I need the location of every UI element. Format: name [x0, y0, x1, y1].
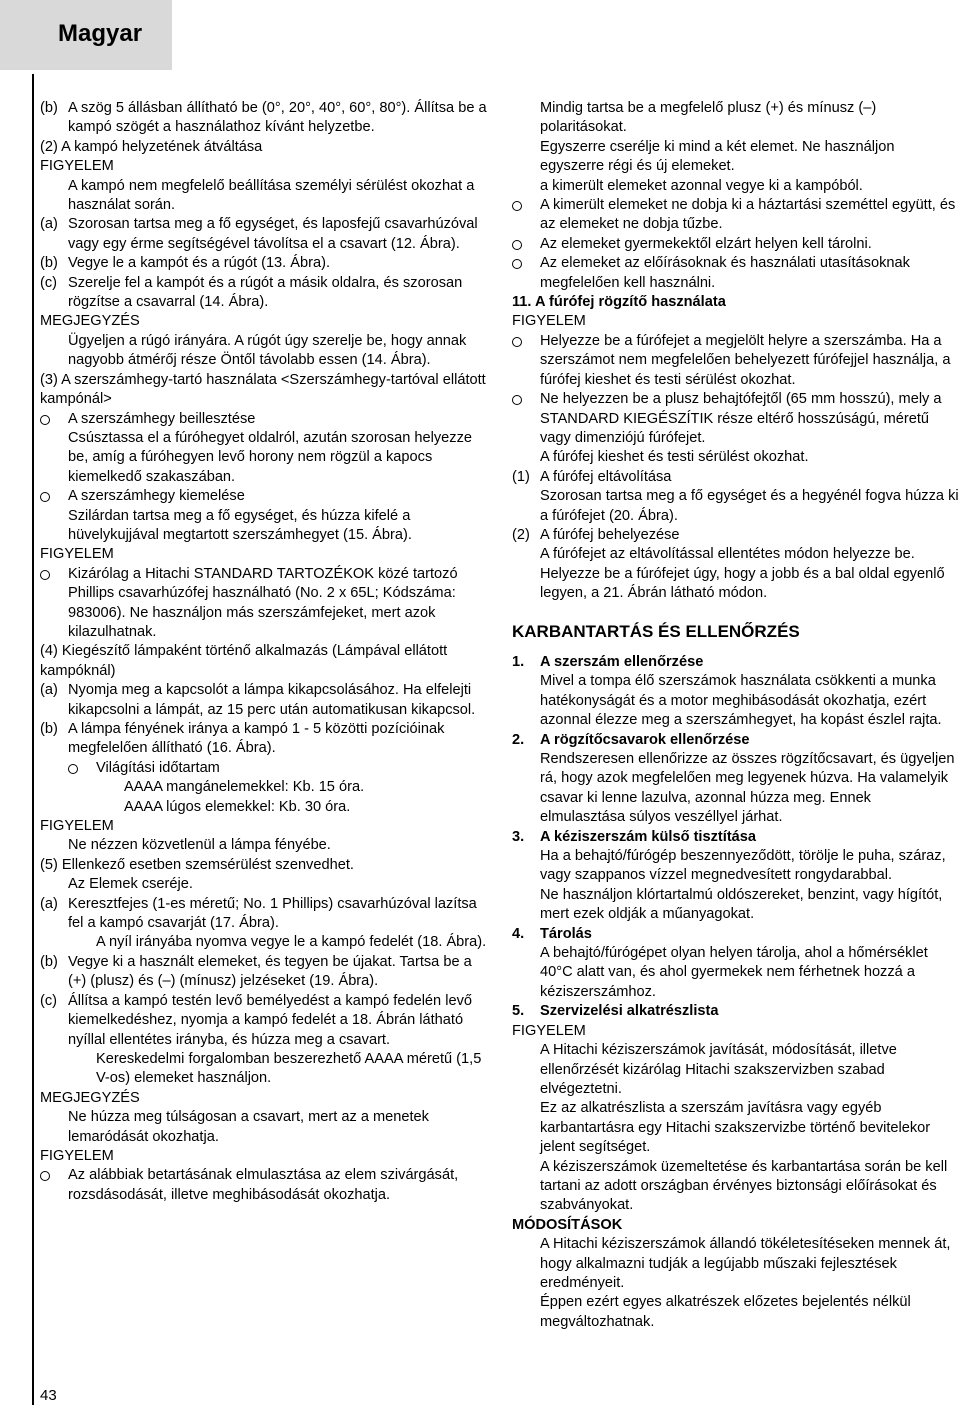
- paragraph: [512, 1235, 959, 1293]
- paragraph-text: Szorosan tartsa meg a fő egységet és a hegyénél fogva húzza ki a fúrófejet (20. Ábra).: [540, 488, 959, 524]
- section-heading: [512, 622, 959, 641]
- paragraph-text: Állítsa a kampó testén levő bemélyedést a kampó fedelén levő kiemelkedéshez, nyomja a kampó fedelét a 18. Ábrán látható nyíllal ellentétes irányba, és húzza meg a csavart.: [68, 992, 472, 1048]
- paragraph: [40, 332, 488, 371]
- item-marker: (a): [40, 895, 58, 912]
- paragraph-text: A szög 5 állásban állítható be (0°, 20°, 40°, 60°, 80°). Állítsa be a kampó szögét a használathoz kívánt helyzetbe.: [68, 100, 487, 136]
- paragraph: [40, 778, 488, 797]
- language-label: Magyar: [58, 20, 143, 47]
- circle-bullet-icon: [512, 240, 522, 250]
- paragraph-text: A kimerült elemeket ne dobja ki a háztartási szeméttel együtt, és az elemeket ne dobja tűzbe.: [540, 197, 956, 233]
- paragraph-text: Mindig tartsa be a megfelelő plusz (+) és mínusz (–) polaritásokat.: [540, 100, 877, 136]
- paragraph-text: Szilárdan tartsa meg a fő egységet, és húzza kifelé a hüvelykujjával megtartott szerszámhegyet (15. Ábra).: [68, 507, 412, 543]
- paragraph: [512, 99, 959, 138]
- paragraph: [512, 1099, 959, 1157]
- notice-heading: [40, 312, 488, 331]
- paragraph-text: A kampó nem megfelelő beállítása személyi sérülést okozhat a használat során.: [68, 177, 475, 214]
- paragraph: [512, 847, 959, 886]
- paragraph: [40, 1108, 488, 1147]
- paragraph-text: (2) A kampó helyzetének átváltása: [40, 138, 263, 155]
- paragraph-text: Vegye ki a használt elemeket, és tegyen be újakat. Tartsa be a (+) (plusz) és (–) (mínusz) jelzéseket (19. Ábra).: [68, 953, 472, 990]
- paragraph: [40, 177, 488, 216]
- numbered-heading: [512, 731, 959, 750]
- circle-bullet-icon: [68, 764, 78, 774]
- bullet-item: [40, 410, 488, 429]
- paragraph: [40, 507, 488, 546]
- notice-heading: [512, 1022, 959, 1041]
- paragraph-text: A behajtó/fúrógépet olyan helyen tárolja, ahol a hőmérséklet 40°C alatt van, és ahol gyermekek nem férhetnek hozzá a kéziszerszámhoz.: [540, 945, 928, 1000]
- paragraph-text: Rendszeresen ellenőrizze az összes rögzítőcsavart, és ügyeljen rá, hogy azok megfelelően meg legyenek húzva. Ha valamelyik csavar ki lenne lazulva, azonnal húzza meg. Ennek elmulasztása súlyos veszéllyel járhat.: [540, 751, 955, 826]
- circle-bullet-icon: [512, 259, 522, 269]
- paragraph-text: FIGYELEM: [40, 1147, 114, 1164]
- labeled-item: [40, 992, 488, 1050]
- paragraph-text: Az elemeket gyermekektől elzárt helyen kell tárolni.: [540, 235, 872, 252]
- paragraph-text: MÓDOSÍTÁSOK: [512, 1216, 623, 1233]
- bullet-item: [40, 759, 488, 778]
- notice-heading: [40, 817, 488, 836]
- circle-bullet-icon: [40, 415, 50, 425]
- paragraph-text: Tárolás: [540, 925, 592, 942]
- notice-heading: [40, 1089, 488, 1108]
- paragraph: [40, 836, 488, 855]
- paragraph-text: FIGYELEM: [512, 1022, 586, 1039]
- bullet-item: [512, 196, 959, 235]
- paragraph-text: Az Elemek cseréje.: [68, 876, 193, 893]
- left-column: [40, 99, 488, 1205]
- paragraph-text: FIGYELEM: [40, 546, 114, 563]
- labeled-item: [40, 681, 488, 720]
- item-marker: 5.: [512, 1003, 525, 1020]
- paragraph: [512, 177, 959, 196]
- paragraph-text: A Hitachi kéziszerszámok állandó tökéletesítéseken mennek át, hogy alkalmazni tudják a legújabb műszaki fejlesztések eredményeit.: [540, 1236, 951, 1291]
- numbered-heading: [512, 1002, 959, 1021]
- item-marker: (a): [40, 216, 58, 233]
- item-marker: (c): [40, 274, 58, 291]
- item-marker: (b): [40, 953, 58, 970]
- paragraph: [512, 138, 959, 177]
- paragraph-text: A szerszámhegy kiemelése: [68, 488, 245, 505]
- language-header: [0, 0, 172, 70]
- labeled-item: [40, 215, 488, 254]
- paragraph-text: A szerszám ellenőrzése: [540, 653, 704, 670]
- paragraph-text: FIGYELEM: [40, 818, 114, 835]
- bullet-item: [512, 235, 959, 254]
- paragraph-text: Kizárólag a Hitachi STANDARD TARTOZÉKOK közé tartozó Phillips csavarhúzófej használható (No. 2 x 65L; Kódszáma: 983006). Ne használjon más szerszámfejeket, mert azok kilazulhatnak.: [68, 565, 458, 640]
- bullet-item: [512, 254, 959, 293]
- paragraph-text: Világítási időtartam: [96, 759, 220, 776]
- paragraph-text: A fúrófej kieshet és testi sérülést okozhat.: [540, 449, 809, 466]
- labeled-item: [40, 254, 488, 273]
- labeled-item: [512, 526, 959, 545]
- paragraph-text: 11. A fúrófej rögzítő használata: [512, 294, 726, 311]
- paragraph-text: Szervizelési alkatrészlista: [540, 1003, 719, 1020]
- labeled-item: [40, 895, 488, 934]
- paragraph: [512, 487, 959, 526]
- bullet-item: [512, 390, 959, 448]
- bullet-item: [512, 332, 959, 390]
- item-marker: 3.: [512, 828, 525, 845]
- paragraph-text: A fúrófej eltávolítása: [540, 468, 672, 485]
- circle-bullet-icon: [512, 201, 522, 211]
- paragraph: [40, 138, 488, 157]
- paragraph-text: Helyezze be a fúrófejet a megjelölt helyre a szerszámba. Ha a szerszámot nem megfelelően behelyezett fúrófejjel használja, a fúrófej kieshet és testi sérülést okozhat.: [540, 332, 951, 388]
- paragraph: [512, 672, 959, 730]
- numbered-heading: [512, 925, 959, 944]
- paragraph-text: MEGJEGYZÉS: [40, 313, 140, 330]
- numbered-heading: [512, 828, 959, 847]
- paragraph-text: AAAA lúgos elemekkel: Kb. 30 óra.: [124, 798, 351, 815]
- item-marker: 2.: [512, 731, 525, 748]
- paragraph-text: A nyíl irányába nyomva vegye le a kampó fedelét (18. Ábra).: [96, 934, 487, 951]
- paragraph: [40, 429, 488, 487]
- paragraph-text: MEGJEGYZÉS: [40, 1089, 140, 1106]
- paragraph: [512, 944, 959, 1002]
- circle-bullet-icon: [512, 337, 522, 347]
- labeled-item: [40, 99, 488, 138]
- paragraph-text: Mivel a tompa élő szerszámok használata csökkenti a munka hatékonyságát és a motor meghibásodását okozhatja, ezért azonnal élezze meg a szerszámhegyet, ha kopást észlel rajta.: [540, 673, 942, 729]
- paragraph-text: A kéziszerszámok üzemeltetése és karbantartása során be kell tartani az adott országban érvényes biztonsági előírásokat és szabványokat.: [540, 1158, 948, 1214]
- paragraph-text: Ne nézzen közvetlenül a lámpa fényébe.: [68, 837, 331, 854]
- paragraph-text: Keresztfejes (1-es méretű; No. 1 Phillips) csavarhúzóval lazítsa fel a kampó csavarját (17. Ábra).: [68, 895, 477, 932]
- paragraph-text: (4) Kiegészítő lámpaként történő alkalmazás (Lámpával ellátott kampóknál): [40, 643, 448, 679]
- paragraph-text: (3) A szerszámhegy-tartó használata <Szerszámhegy-tartóval ellátott kampónál>: [40, 371, 486, 408]
- paragraph: [512, 545, 959, 603]
- paragraph-text: FIGYELEM: [40, 158, 114, 175]
- paragraph-text: A fúrófejet az eltávolítással ellentétes módon helyezze be. Helyezze be a fúrófejet úgy, hogy a jobb és a bal oldal egyenlő legyen, a 21. Ábrán látható módon.: [540, 546, 945, 602]
- item-marker: (b): [40, 721, 58, 737]
- paragraph-text: Szorosan tartsa meg a fő egységet, és laposfejű csavarhúzóval vagy egy érme segítségével távolítsa el a csavart (12. Ábra).: [68, 216, 478, 252]
- notice-heading: [40, 545, 488, 564]
- item-marker: (c): [40, 992, 58, 1009]
- item-marker: (b): [40, 255, 58, 272]
- labeled-item: [40, 720, 488, 759]
- paragraph-text: Az elemeket az előírásoknak és használati utasításoknak megfelelően kell használni.: [540, 255, 910, 291]
- paragraph-text: A rögzítőcsavarok ellenőrzése: [540, 731, 750, 748]
- paragraph: [40, 875, 488, 894]
- paragraph-text: A szerszámhegy beillesztése: [68, 410, 256, 427]
- numbered-heading: [512, 653, 959, 672]
- paragraph: [40, 642, 488, 681]
- item-marker: 1.: [512, 653, 525, 670]
- paragraph: [40, 798, 488, 817]
- paragraph-text: A lámpa fényének iránya a kampó 1 - 5 közötti pozícióinak megfelelően állítható (16. Ábra).: [68, 721, 445, 757]
- paragraph-text: Ne használjon klórtartalmú oldószereket, benzint, vagy hígítót, mert ezek oldják a műanyagokat.: [540, 886, 943, 923]
- paragraph-text: (5) Ellenkező esetben szemsérülést szenvedhet.: [40, 856, 354, 873]
- item-marker: (b): [40, 100, 58, 116]
- paragraph-text: Ha a behajtó/fúrógép beszennyeződött, törölje le puha, száraz, vagy szappanos vízzel megnedvesített rongydarabbal.: [540, 848, 946, 884]
- right-column: [512, 99, 959, 1332]
- bullet-item: [40, 487, 488, 506]
- notice-heading: [40, 1147, 488, 1166]
- margin-rule: [32, 74, 34, 1405]
- paragraph-text: A fúrófej behelyezése: [540, 526, 680, 543]
- paragraph-text: Az alábbiak betartásának elmulasztása az elem szivárgását, rozsdásodását, illetve meghibásodását okozhatja.: [68, 1167, 459, 1203]
- circle-bullet-icon: [40, 1171, 50, 1181]
- labeled-item: [40, 953, 488, 992]
- paragraph-text: AAAA mangánelemekkel: Kb. 15 óra.: [124, 779, 365, 796]
- circle-bullet-icon: [512, 395, 522, 405]
- labeled-item: [40, 274, 488, 313]
- labeled-item: [512, 468, 959, 487]
- subsection-heading: [512, 293, 959, 312]
- paragraph-text: Kereskedelmi forgalomban beszerezhető AAAA méretű (1,5 V-os) elemeket használjon.: [96, 1050, 482, 1087]
- paragraph: [512, 1158, 959, 1216]
- paragraph-text: A Hitachi kéziszerszámok javítását, módosítását, illetve ellenőrzését kizárólag Hitachi szakszervizben szabad elvégeztetni.: [540, 1042, 897, 1097]
- item-marker: 4.: [512, 925, 525, 942]
- paragraph-text: Szerelje fel a kampót és a rúgót a másik oldalra, és szorosan rögzítse a csavarral (14. Ábra).: [68, 274, 463, 311]
- paragraph-text: Éppen ezért egyes alkatrészek előzetes bejelentés nélkül megváltozhatnak.: [540, 1294, 911, 1330]
- item-marker: (2): [512, 526, 530, 543]
- paragraph-text: Ne helyezzen be a plusz behajtófejtől (65 mm hosszú), mely a STANDARD KIEGÉSZÍTIK része eltérő hosszúságú, méretű vagy dimenziójú fúrófejet.: [540, 391, 942, 446]
- paragraph-text: Ügyeljen a rúgó irányára. A rúgót úgy szerelje be, hogy annak nagyobb átmérőj része Öntől távolabb essen (14. Ábra).: [68, 332, 467, 369]
- paragraph-text: Egyszerre cserélje ki mind a két elemet. Ne használjon egyszerre régi és új elemeket.: [540, 138, 895, 175]
- bullet-item: [40, 565, 488, 643]
- paragraph-text: A kéziszerszám külső tisztítása: [540, 828, 757, 845]
- paragraph-text: FIGYELEM: [512, 313, 586, 330]
- item-marker: (1): [512, 468, 530, 485]
- paragraph: [512, 1041, 959, 1099]
- paragraph-text: Ne húzza meg túlságosan a csavart, mert az a menetek lemaródását okozhatja.: [68, 1109, 429, 1145]
- paragraph: [512, 1293, 959, 1332]
- paragraph: [40, 933, 488, 952]
- paragraph-text: Vegye le a kampót és a rúgót (13. Ábra).: [68, 255, 331, 272]
- paragraph: [40, 371, 488, 410]
- paragraph-text: a kimerült elemeket azonnal vegye ki a kampóból.: [540, 177, 863, 194]
- circle-bullet-icon: [40, 570, 50, 580]
- paragraph: [40, 856, 488, 875]
- circle-bullet-icon: [40, 492, 50, 502]
- subsection-heading: [512, 1216, 959, 1235]
- paragraph-text: KARBANTARTÁS ÉS ELLENŐRZÉS: [512, 621, 800, 641]
- paragraph-text: Nyomja meg a kapcsolót a lámpa kikapcsolásához. Ha elfelejti kikapcsolni a lámpát, az 15 perc után automatikusan kikapcsol.: [68, 682, 476, 718]
- paragraph-text: Csúsztassa el a fúróhegyet oldalról, azután szorosan helyezze be, amíg a fúróhegyen levő horony nem rögzül a kapocs kiemelkedő szakaszában.: [68, 429, 472, 485]
- paragraph: [512, 886, 959, 925]
- paragraph: [40, 1050, 488, 1089]
- page-number: 43: [40, 1387, 57, 1404]
- paragraph-text: Ez az alkatrészlista a szerszám javításra vagy egyéb karbantartásra egy Hitachi szakszervizbe történő bevitelekor jelent segítséget.: [540, 1100, 931, 1156]
- bullet-item: [40, 1166, 488, 1205]
- notice-heading: [40, 157, 488, 176]
- paragraph: [512, 750, 959, 828]
- notice-heading: [512, 312, 959, 331]
- item-marker: (a): [40, 682, 58, 699]
- paragraph: [512, 448, 959, 467]
